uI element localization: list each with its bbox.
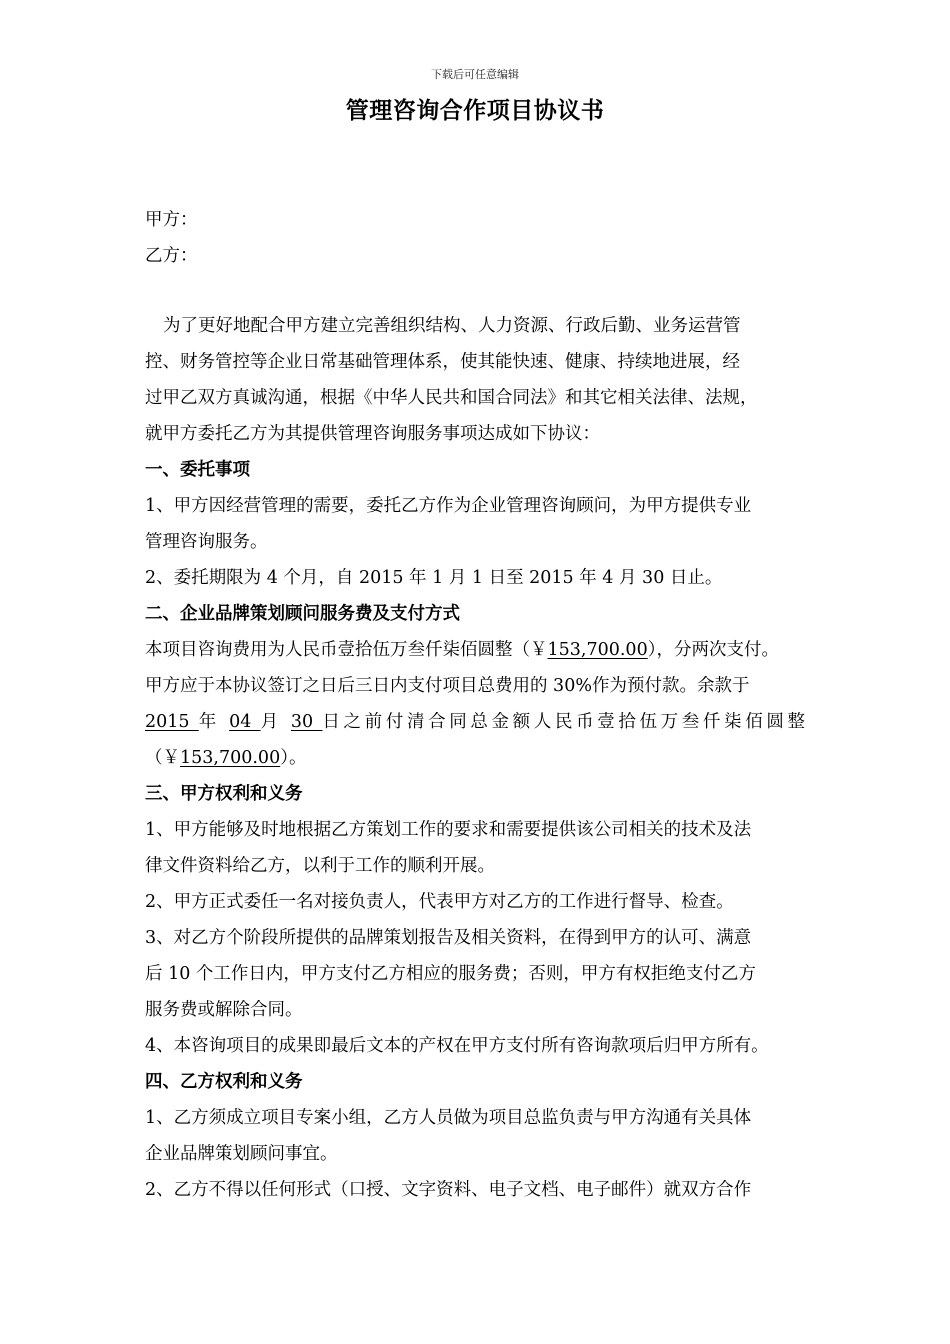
paragraph-line: 1、甲方因经营管理的需要，委托乙方作为企业管理咨询顾问，为甲方提供专业 bbox=[145, 496, 752, 516]
fee-line bbox=[145, 638, 779, 662]
paragraph-line: 企业品牌策划顾问事宜。 bbox=[145, 1144, 338, 1164]
party-b-label: 乙方： bbox=[145, 246, 198, 266]
final-amount: 153,700.00 bbox=[180, 748, 281, 768]
intro-line: 过甲乙双方真诚沟通，根据《中华人民共和国合同法》和其它相关法律、法规， bbox=[145, 388, 758, 408]
paragraph-line: 2、甲方正式委任一名对接负责人，代表甲方对乙方的工作进行督导、检查。 bbox=[145, 892, 734, 912]
due-year: 2015 bbox=[145, 712, 199, 732]
intro-line: 就甲方委托乙方为其提供管理咨询服务事项达成如下协议： bbox=[145, 424, 600, 444]
paragraph-line: 3、对乙方个阶段所提供的品牌策划报告及相关资料，在得到甲方的认可、满意 bbox=[145, 928, 752, 948]
paragraph-line: 1、乙方须成立项目专案小组，乙方人员做为项目总监负责与甲方沟通有关具体 bbox=[145, 1108, 752, 1128]
document-title: 管理咨询合作项目协议书 bbox=[345, 97, 605, 124]
header-note: 下载后可任意编辑 bbox=[431, 68, 519, 81]
prepay-line: 甲方应于本协议签订之日后三日内支付项目总费用的 30%作为预付款。余款于 bbox=[145, 676, 750, 696]
fee-text-pre: 本项目咨询费用为人民币壹拾伍万叁仟柒佰圆整（￥ bbox=[145, 640, 548, 660]
section-heading: 四、乙方权利和义务 bbox=[145, 1072, 303, 1092]
party-a-label: 甲方： bbox=[145, 210, 198, 230]
paragraph-line: 2、乙方不得以任何形式（口授、文字资料、电子文档、电子邮件）就双方合作 bbox=[145, 1180, 752, 1200]
year-unit: 年 bbox=[198, 712, 230, 732]
paragraph-line: 1、甲方能够及时地根据乙方策划工作的要求和需要提供该公司相关的技术及法 bbox=[145, 820, 752, 840]
paragraph-line: 服务费或解除合同。 bbox=[145, 1000, 303, 1020]
paragraph-line: 管理咨询服务。 bbox=[145, 532, 268, 552]
final-pre: （￥ bbox=[145, 748, 180, 768]
paragraph-line: 律文件资料给乙方，以利于工作的顺利开展。 bbox=[145, 856, 495, 876]
due-day: 30 bbox=[290, 712, 323, 732]
final-amount-line bbox=[145, 746, 306, 770]
paragraph-line: 后 10 个工作日内，甲方支付乙方相应的服务费；否则，甲方有权拒绝支付乙方 bbox=[145, 964, 756, 984]
intro-line: 控、财务管控等企业日常基础管理体系，使其能快速、健康、持续地进展，经 bbox=[145, 352, 740, 372]
fee-amount: 153,700.00 bbox=[547, 640, 648, 660]
paragraph-line: 4、本咨询项目的成果即最后文本的产权在甲方支付所有咨询款项后归甲方所有。 bbox=[145, 1036, 769, 1056]
section-heading: 二、企业品牌策划顾问服务费及支付方式 bbox=[145, 604, 460, 624]
fee-text-post: ），分两次支付。 bbox=[647, 640, 779, 660]
month-unit: 月 bbox=[260, 712, 291, 732]
due-month: 04 bbox=[229, 712, 261, 732]
due-rest: 日之前付清合同总金额人民币壹拾伍万叁仟柒佰圆整 bbox=[322, 712, 805, 732]
paragraph-line: 2、委托期限为 4 个月，自 2015 年 1 月 1 日至 2015 年 4 月 30 日止。 bbox=[145, 568, 723, 588]
final-post: ）。 bbox=[280, 748, 307, 768]
section-heading: 三、甲方权利和义务 bbox=[145, 784, 303, 804]
intro-line: 为了更好地配合甲方建立完善组织结构、人力资源、行政后勤、业务运营管 bbox=[163, 316, 741, 336]
section-heading: 一、委托事项 bbox=[145, 460, 250, 480]
due-date-line bbox=[145, 710, 805, 734]
